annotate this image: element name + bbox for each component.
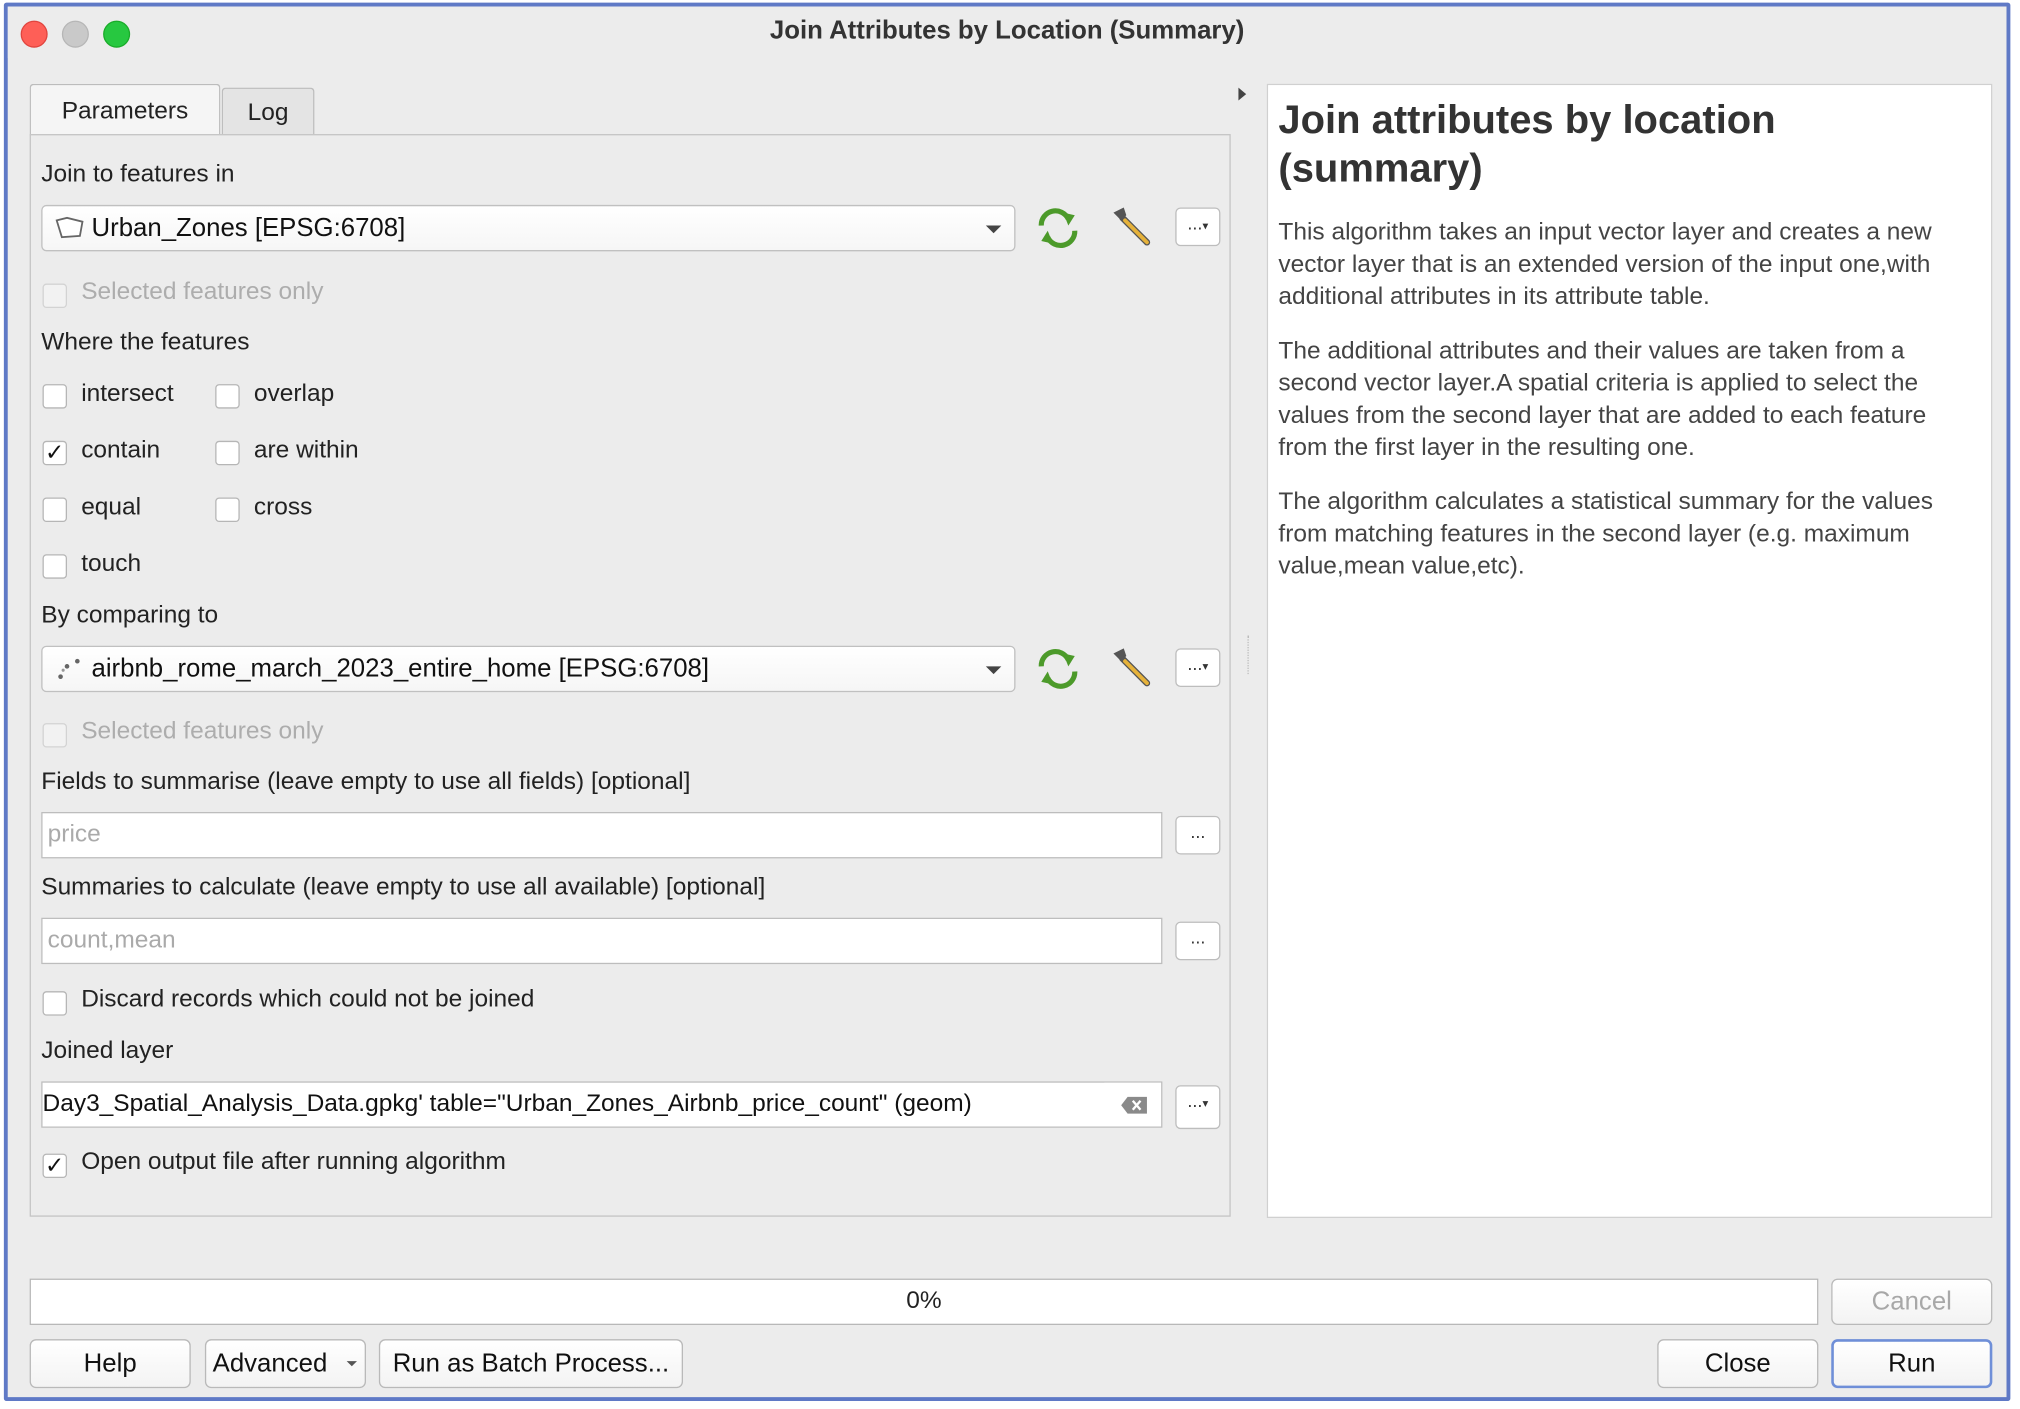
touch-checkbox[interactable] [43,554,67,578]
dialog-window [4,3,2011,1401]
equal-checkbox[interactable] [43,498,67,522]
splitter-handle[interactable] [1247,635,1251,674]
discard-records-checkbox[interactable] [43,991,67,1015]
help-paragraph-1: This algorithm takes an input vector layer and creates a new vector layer that is an extended version of the input one,with additional attributes in its attribute table. [1278,219,1932,311]
join-to-layer-combo[interactable] [41,205,1015,251]
contain-label: contain [81,436,161,465]
parameters-panel [30,134,1231,1217]
selected-features-only-label-2: Selected features only [81,717,324,745]
comparing-to-label: By comparing to [41,601,219,629]
chevron-down-icon [347,1361,357,1366]
iterate-refresh-icon[interactable] [1035,208,1081,249]
comparing-options-button[interactable]: ...▾ [1175,648,1220,687]
polygon-layer-icon [54,217,85,240]
open-output-label: Open output file after running algorithm [81,1148,506,1176]
close-button[interactable]: Close [1657,1339,1818,1388]
progress-bar: 0% [30,1279,1819,1325]
contain-checkbox[interactable]: ✓ [43,441,67,465]
chevron-down-icon [986,666,1001,674]
tab-log[interactable]: Log [222,88,315,136]
summaries-label: Summaries to calculate (leave empty to use all available) [optional] [41,873,766,901]
joined-layer-options-button[interactable]: ...▾ [1175,1085,1220,1129]
are-within-label: are within [253,436,359,465]
intersect-checkbox[interactable] [43,384,67,408]
help-paragraph-3: The algorithm calculates a statistical summary for the values from matching features in the second layer (e.g. maximum value,mean value,etc). [1278,488,1933,581]
join-to-label: Join to features in [41,161,235,189]
discard-records-label: Discard records which could not be joined [81,986,535,1014]
fields-to-summarise-input[interactable]: price [41,812,1162,858]
cancel-button[interactable]: Cancel [1831,1279,1992,1325]
intersect-label: intersect [81,380,174,408]
fields-to-summarise-label: Fields to summarise (leave empty to use all fields) [optional] [41,768,691,796]
selected-features-only-checkbox-1[interactable] [43,284,67,308]
iterate-refresh-icon[interactable] [1035,648,1081,689]
help-paragraph-2: The additional attributes and their values are taken from a second vector layer.A spatial criteria is applied to select the values from the second layer that are added to each feature from the first layer in the resulting one. [1278,337,1927,462]
cross-label: cross [253,493,313,521]
summaries-input[interactable]: count,mean [41,918,1162,964]
help-title: Join attributes by location (summary) [1278,96,1776,191]
joined-layer-input[interactable]: Day3_Spatial_Analysis_Data.gpkg' table="Urban_Zones_Airbnb_price_count" (geom) [41,1081,1162,1127]
join-to-options-button[interactable]: ...▾ [1175,208,1220,247]
are-within-checkbox[interactable] [215,441,239,465]
point-layer-icon [55,656,83,684]
joined-layer-label: Joined layer [41,1037,174,1065]
chevron-down-icon [986,226,1001,234]
run-button[interactable]: Run [1831,1339,1992,1388]
collapse-help-arrow-icon[interactable] [1238,88,1246,101]
open-output-checkbox[interactable]: ✓ [43,1154,67,1178]
wrench-settings-icon[interactable] [1106,643,1158,695]
wrench-settings-icon[interactable] [1106,202,1158,254]
overlap-label: overlap [253,380,335,408]
selected-features-only-label-1: Selected features only [81,278,324,306]
join-to-layer-value: Urban_Zones [EPSG:6708] [91,213,406,243]
equal-label: equal [81,493,142,521]
selected-features-only-checkbox-2[interactable] [43,723,67,747]
overlap-checkbox[interactable] [215,384,239,408]
comparing-layer-value: airbnb_rome_march_2023_entire_home [EPSG:6708] [91,654,710,684]
cross-checkbox[interactable] [215,498,239,522]
touch-label: touch [81,550,142,578]
summaries-select-button[interactable]: ... [1175,922,1220,961]
title-bar [8,6,2007,58]
help-button[interactable]: Help [30,1339,191,1388]
help-panel [1267,84,1993,1218]
tab-parameters[interactable]: Parameters [30,84,221,136]
advanced-button[interactable]: Advanced [205,1339,366,1388]
window-title: Join Attributes by Location (Summary) [769,16,1245,46]
where-features-label: Where the features [41,328,250,356]
fields-select-button[interactable]: ... [1175,816,1220,855]
comparing-layer-combo[interactable] [41,646,1015,692]
run-as-batch-button[interactable]: Run as Batch Process... [379,1339,683,1388]
clear-text-icon[interactable] [1120,1096,1148,1115]
